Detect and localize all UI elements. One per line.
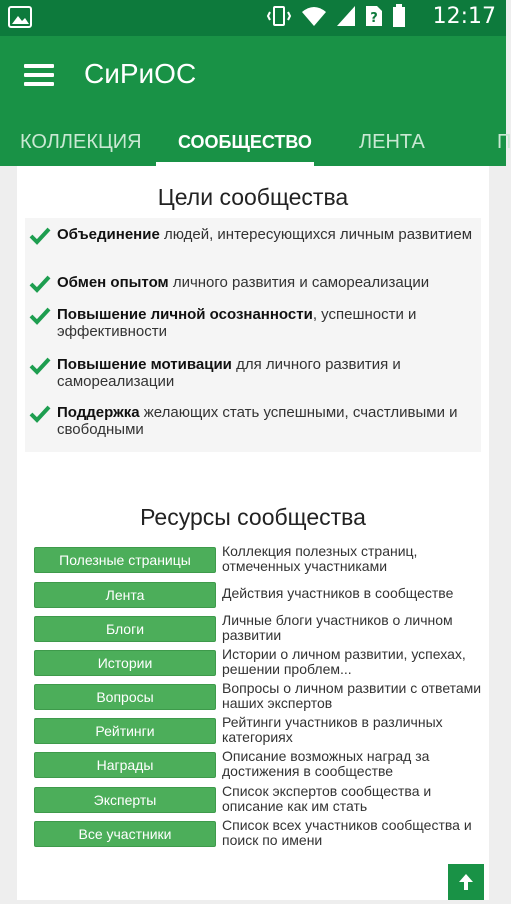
resource-row: [34, 582, 484, 610]
check-icon: [29, 357, 51, 375]
status-time: 12:17: [432, 4, 496, 29]
resource-description: Действия участников в сообществе: [222, 585, 454, 601]
app-bar: [0, 36, 506, 118]
feed-button[interactable]: Лента: [34, 582, 216, 608]
resource-row: [34, 748, 484, 780]
resource-row: [34, 783, 484, 815]
useful-pages-button[interactable]: Полезные страницы: [34, 547, 216, 573]
resource-description: Вопросы о личном развитии с ответами наших экспертов: [222, 680, 482, 711]
resource-description: Личные блоги участников о личном развитии: [222, 612, 453, 643]
resource-description: Истории о личном развитии, успехах, решении проблем...: [222, 646, 466, 677]
resource-row: [34, 646, 484, 678]
check-icon: [29, 227, 51, 245]
tab-collection[interactable]: КОЛЛЕКЦИЯ: [20, 131, 142, 153]
resource-description: Список всех участников сообщества и поиск по имени: [222, 817, 472, 848]
tab-bar: [0, 118, 511, 166]
resource-description: Коллекция полезных страниц, отмеченных участниками: [222, 543, 418, 574]
wifi-icon: [301, 5, 327, 31]
image-icon: [8, 6, 32, 28]
goals-list: [25, 218, 481, 452]
battery-icon: [392, 4, 406, 32]
no-sim-icon: [365, 5, 383, 31]
tab-community[interactable]: СООБЩЕСТВО: [178, 132, 312, 152]
goal-text: Обмен опытом личного развития и самореализации: [57, 274, 430, 291]
questions-button[interactable]: Вопросы: [34, 684, 216, 710]
goal-text: Повышение мотивации для личного развития и самореализации: [57, 356, 401, 390]
check-icon: [29, 307, 51, 325]
tab-next-partial[interactable]: П: [497, 131, 511, 153]
resource-row: [34, 543, 484, 575]
stories-button[interactable]: Истории: [34, 650, 216, 676]
tab-feed[interactable]: ЛЕНТА: [359, 131, 425, 153]
check-icon: [29, 275, 51, 293]
ratings-button[interactable]: Рейтинги: [34, 718, 216, 744]
resources-title: Ресурсы сообщества: [140, 504, 366, 530]
vibrate-icon: [266, 4, 292, 32]
goal-text: Повышение личной осознанности, успешности и эффективности: [57, 306, 417, 340]
check-icon: [29, 405, 51, 423]
resource-row: [34, 817, 484, 849]
goal-text: Объединение людей, интересующихся личным развитием: [57, 226, 473, 243]
content-card: [17, 166, 489, 900]
goals-title: Цели сообщества: [157, 184, 349, 210]
awards-button[interactable]: Награды: [34, 752, 216, 778]
goal-text: Поддержка желающих стать успешными, счастливыми и свободными: [57, 404, 458, 438]
experts-button[interactable]: Эксперты: [34, 787, 216, 813]
scroll-to-top-button[interactable]: [448, 864, 484, 900]
resource-description: Список экспертов сообщества и описание как им стать: [222, 783, 432, 814]
resource-row: [34, 714, 484, 746]
status-icons: [266, 6, 406, 30]
arrow-up-icon: [448, 864, 484, 900]
resource-row: [34, 680, 484, 712]
status-bar: [0, 0, 506, 36]
resource-description: Описание возможных наград за достижения в сообществе: [222, 748, 430, 779]
blogs-button[interactable]: Блоги: [34, 616, 216, 642]
signal-icon: [336, 5, 356, 31]
hamburger-menu-icon[interactable]: [24, 64, 54, 88]
resource-description: Рейтинги участников в различных категориях: [222, 714, 443, 745]
resource-row: [34, 612, 484, 644]
app-title: СиРиОС: [84, 58, 197, 89]
svg-text:?: ?: [370, 11, 378, 26]
all-members-button[interactable]: Все участники: [34, 821, 216, 847]
